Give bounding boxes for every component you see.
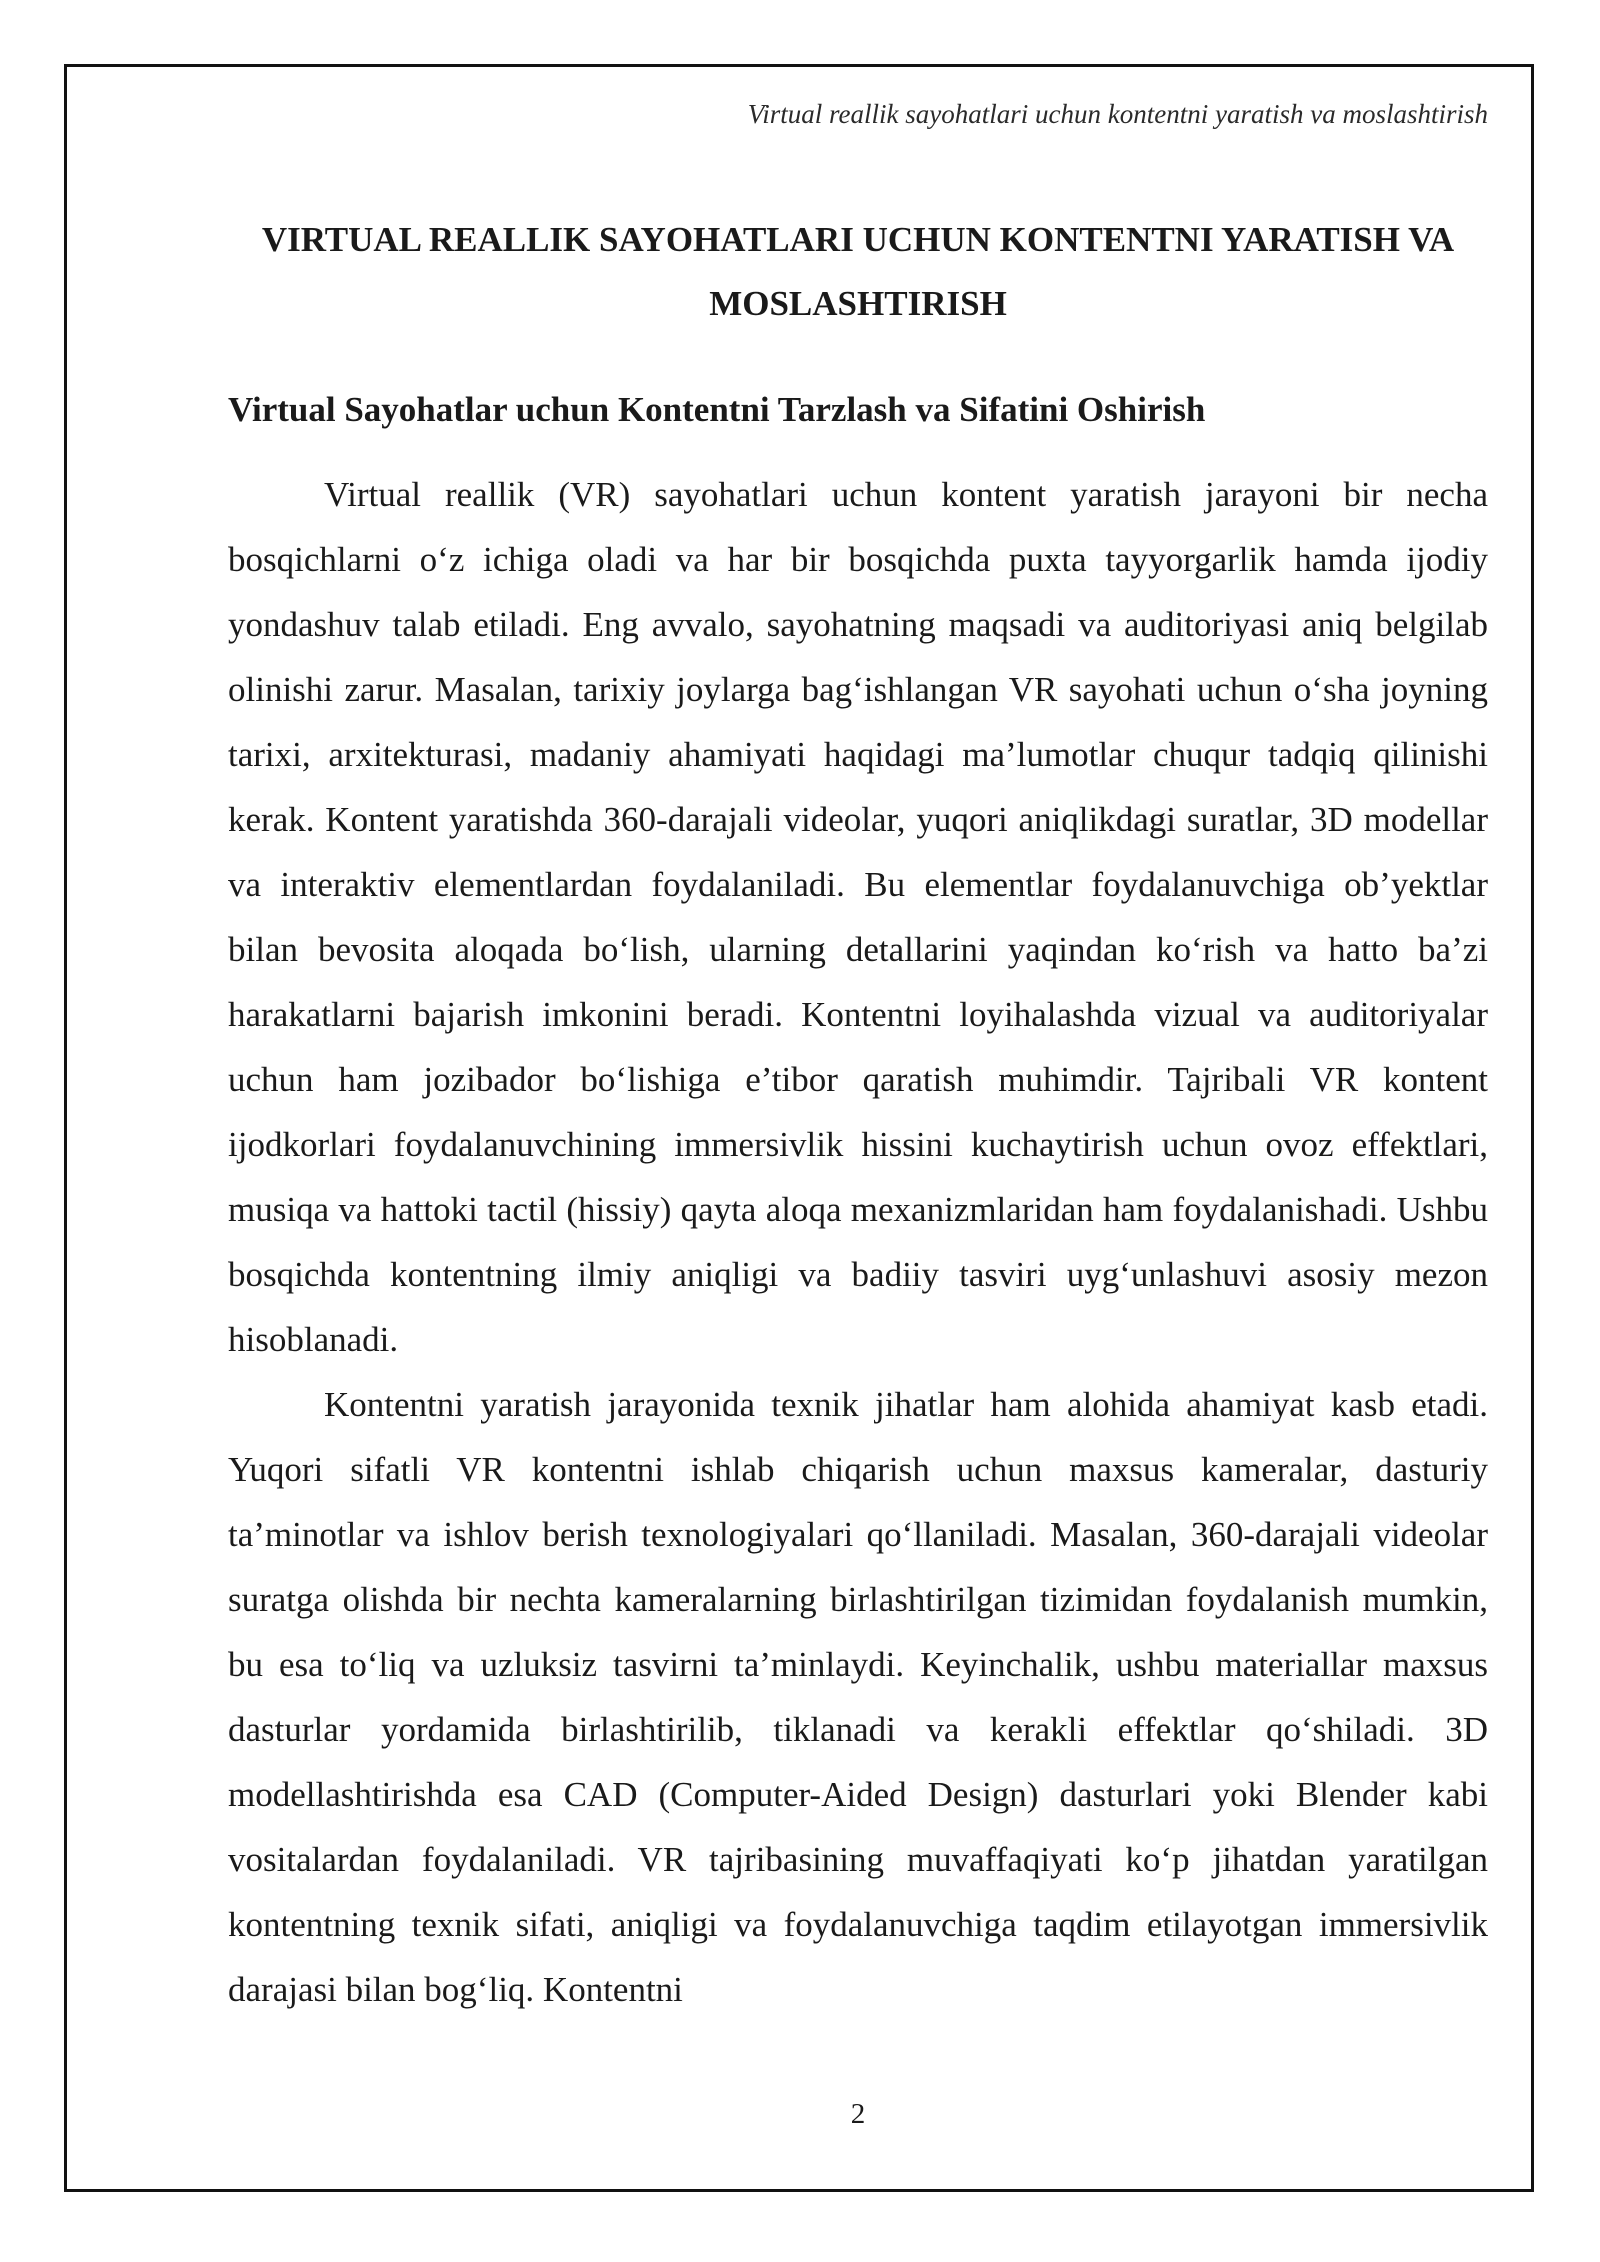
paragraph: Virtual reallik (VR) sayohatlari uchun kontent yaratish jarayoni bir necha bosqichlarni o‘z ichiga oladi va har bir bosqichda puxta tayyorgarlik hamda ijodiy yondashuv talab etiladi. Eng avvalo, sayohatning maqsadi va auditoriyasi aniq belgilab olinishi zarur. Masalan, tarixiy joylarga bag‘ishlangan VR sayohati uchun o‘sha joyning tarixi, arxitekturasi, madaniy ahamiyati haqidagi ma’lumotlar chuqur tadqiq qilinishi kerak. Kontent yaratishda 360-darajali videolar, yuqori aniqlikdagi suratlar, 3D modellar va interaktiv elementlardan foydalaniladi. Bu elementlar foydalanuvchiga ob’yektlar bilan bevosita aloqada bo‘lish, ularning detallarini yaqindan ko‘rish va hatto ba’zi harakatlarni bajarish imkonini beradi. Kontentni loyihalashda vizual va auditoriyalar uchun ham jozibador bo‘lishiga e’tibor qaratish muhimdir. Tajribali VR kontent ijodkorlari foydalanuvchining immersivlik hissini kuchaytirish uchun ovoz effektlari, musiqa va hattoki tactil (hissiy) qayta aloqa mexanizmlaridan ham foydalanishadi. Ushbu bosqichda kontentning ilmiy aniqligi va badiiy tasviri uyg‘unlashuvi asosiy mezon hisoblanadi. — [228, 475, 1488, 1359]
section-heading: Virtual Sayohatlar uchun Kontentni Tarzlash va Sifatini Oshirish — [228, 390, 1206, 429]
body-text — [228, 462, 1488, 2022]
page-number: 2 — [850, 2098, 866, 2130]
running-header: Virtual reallik sayohatlari uchun kontentni yaratish va moslashtirish — [747, 99, 1488, 129]
paragraph: Kontentni yaratish jarayonida texnik jihatlar ham alohida ahamiyat kasb etadi. Yuqori sifatli VR kontentni ishlab chiqarish uchun maxsus kameralar, dasturiy ta’minotlar va ishlov berish texnologiyalari qo‘llaniladi. Masalan, 360-darajali videolar suratga olishda bir nechta kameralarning birlashtirilgan tizimidan foydalanish mumkin, bu esa to‘liq va uzluksiz tasvirni ta’minlaydi. Keyinchalik, ushbu materiallar maxsus dasturlar yordamida birlashtirilib, tiklanadi va kerakli effektlar qo‘shiladi. 3D modellashtirishda esa CAD (Computer-Aided Design) dasturlari yoki Blender kabi vositalardan foydalaniladi. VR tajribasining muvaffaqiyati ko‘p jihatdan yaratilgan kontentning texnik sifati, aniqligi va foydalanuvchiga taqdim etilayotgan immersivlik darajasi bilan bog‘liq. Kontentni — [228, 1385, 1488, 2009]
document-title: VIRTUAL REALLIK SAYOHATLARI UCHUN KONTENTNI YARATISH VA MOSLASHTIRISH — [261, 220, 1455, 323]
